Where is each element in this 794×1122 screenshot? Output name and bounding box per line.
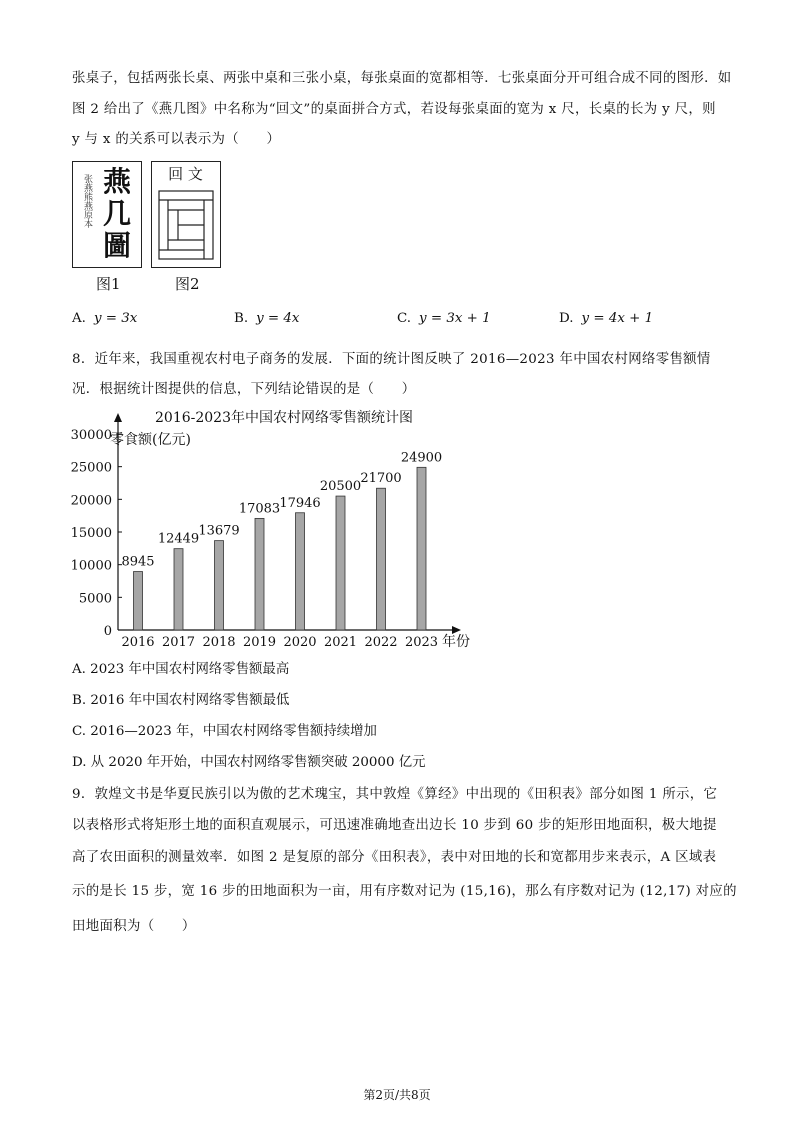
chart-bar — [215, 541, 224, 630]
chart-x-tick-label: 2018 — [202, 635, 236, 650]
chart-bar — [377, 488, 386, 630]
chart-data-label: 17083 — [238, 501, 281, 517]
q7-option-c-label: C. — [397, 311, 412, 326]
q9-text-line-5: 田地面积为（ ） — [72, 919, 196, 934]
q7-text-line-2: 图 2 给出了《燕几图》中名称为“回文”的桌面拼合方式，若设每张桌面的宽为 x 尺，长桌的长为 y 尺，则 — [72, 102, 716, 117]
q7-option-c[interactable] — [397, 311, 491, 326]
figure-1-book-cover — [72, 161, 142, 268]
chart-data-label: 17946 — [279, 495, 321, 511]
chart-x-tick-label: 2016 — [121, 635, 155, 650]
book-cover-title-char-2: 几 — [103, 197, 132, 230]
q7-text-line-3: y 与 x 的关系可以表示为（ ） — [72, 132, 281, 147]
chart-x-tick-label: 2019 — [242, 635, 277, 650]
chart-data-label: 13679 — [198, 523, 240, 539]
huiwen-label: 回 文 — [168, 165, 203, 183]
q9-text-line-3: 高了农田面积的测量效率．如图 2 是复原的部分《田积表》，表中对田地的长和宽都用步来表示，A 区域表 — [72, 850, 717, 865]
q7-option-c-expr: y = 3x + 1 — [419, 311, 491, 326]
figure-2-caption: 图2 — [175, 275, 200, 293]
q8-option-c[interactable]: C. 2016—2023 年，中国农村网络零售额持续增加 — [72, 724, 377, 739]
q7-options — [72, 311, 732, 331]
q7-option-b-expr: y = 4x — [256, 311, 300, 326]
chart-x-label: 年份 — [442, 634, 470, 650]
chart-data-label: 8945 — [121, 554, 155, 570]
figure-1-caption: 图1 — [96, 275, 121, 293]
chart-y-tick-label: 5000 — [78, 591, 112, 607]
chart-bar — [255, 518, 264, 630]
chart-data-label: 24900 — [400, 450, 443, 466]
q8-text-line-1: 8．近年来，我国重视农村电子商务的发展．下面的统计图反映了 2016—2023 年中国农村网络零售额情 — [72, 352, 711, 367]
chart-x-tick-label: 2021 — [323, 635, 358, 650]
book-cover-title-char-1: 燕 — [103, 165, 132, 198]
q7-option-d[interactable] — [559, 311, 653, 326]
chart-bar — [134, 572, 143, 630]
q9-text-line-1: 9．敦煌文书是华夏民族引以为傲的艺术瑰宝，其中敦煌《算经》中出现的《田积表》部分如图 1 所示，它 — [72, 787, 718, 802]
chart-y-label: 零食额(亿元) — [110, 432, 191, 448]
chart-bar — [336, 496, 345, 630]
chart-x-axis-arrow — [452, 626, 461, 634]
chart-y-tick-label: 30000 — [70, 428, 112, 443]
chart-y-tick-label: 25000 — [70, 460, 112, 476]
q7-text-line-1: 张桌子，包括两张长桌、两张中桌和三张小桌，每张桌面的宽都相等．七张桌面分开可组合成不同的图形．如 — [72, 71, 732, 86]
retail-bar-chart — [70, 406, 510, 654]
q8-option-b[interactable]: B. 2016 年中国农村网络零售额最低 — [72, 693, 290, 708]
chart-data-label: 21700 — [360, 471, 402, 487]
q7-option-a-expr: y = 3x — [93, 311, 138, 326]
page-footer: 第2页/共8页 — [363, 1088, 431, 1102]
chart-bar — [174, 549, 183, 630]
q8-option-d[interactable]: D. 从 2020 年开始，中国农村网络零售额突破 20000 亿元 — [72, 755, 426, 770]
q7-option-b[interactable] — [234, 311, 299, 326]
chart-x-tick-label: 2017 — [161, 635, 196, 650]
q8-option-a[interactable]: A. 2023 年中国农村网络零售额最高 — [72, 662, 290, 677]
book-cover-vertical-text: 张燕熊燕原本 — [82, 174, 92, 228]
chart-x-tick-label: 2020 — [283, 635, 317, 650]
chart-data-label: 20500 — [319, 479, 362, 495]
chart-y-tick-label: 10000 — [70, 558, 112, 574]
chart-x-tick-label: 2022 — [364, 635, 398, 650]
q7-option-a-label: A. — [72, 311, 86, 326]
huiwen-tile-diagram — [158, 190, 214, 260]
chart-y-tick-label: 15000 — [70, 526, 112, 541]
chart-y-tick-label: 0 — [103, 624, 112, 639]
q9-text-line-4: 示的是长 15 步，宽 16 步的田地面积为一亩，用有序数对记为 (15,16)，那么有序数对记为 (12,17) 对应的 — [72, 884, 737, 899]
q7-option-d-expr: y = 4x + 1 — [581, 311, 654, 326]
chart-x-tick-label: 2023 — [404, 635, 439, 650]
chart-title: 2016-2023年中国农村网络零售额统计图 — [155, 410, 413, 426]
q7-option-a[interactable] — [72, 311, 137, 326]
figure-2-huiwen — [151, 161, 221, 268]
chart-y-axis-arrow — [114, 413, 122, 422]
chart-y-tick-label: 20000 — [70, 493, 112, 509]
q7-option-d-label: D. — [559, 311, 574, 326]
q7-option-b-label: B. — [234, 311, 249, 326]
q8-text-line-2: 况．根据统计图提供的信息，下列结论错误的是（ ） — [72, 382, 416, 397]
chart-bar — [296, 513, 305, 630]
chart-bar — [417, 467, 426, 630]
chart-data-label: 12449 — [157, 531, 200, 547]
book-cover-title-char-3: 圖 — [103, 229, 132, 262]
q9-text-line-2: 以表格形式将矩形土地的面积直观展示，可迅速准确地查出边长 10 步到 60 步的矩形田地面积，极大地提 — [72, 818, 717, 833]
